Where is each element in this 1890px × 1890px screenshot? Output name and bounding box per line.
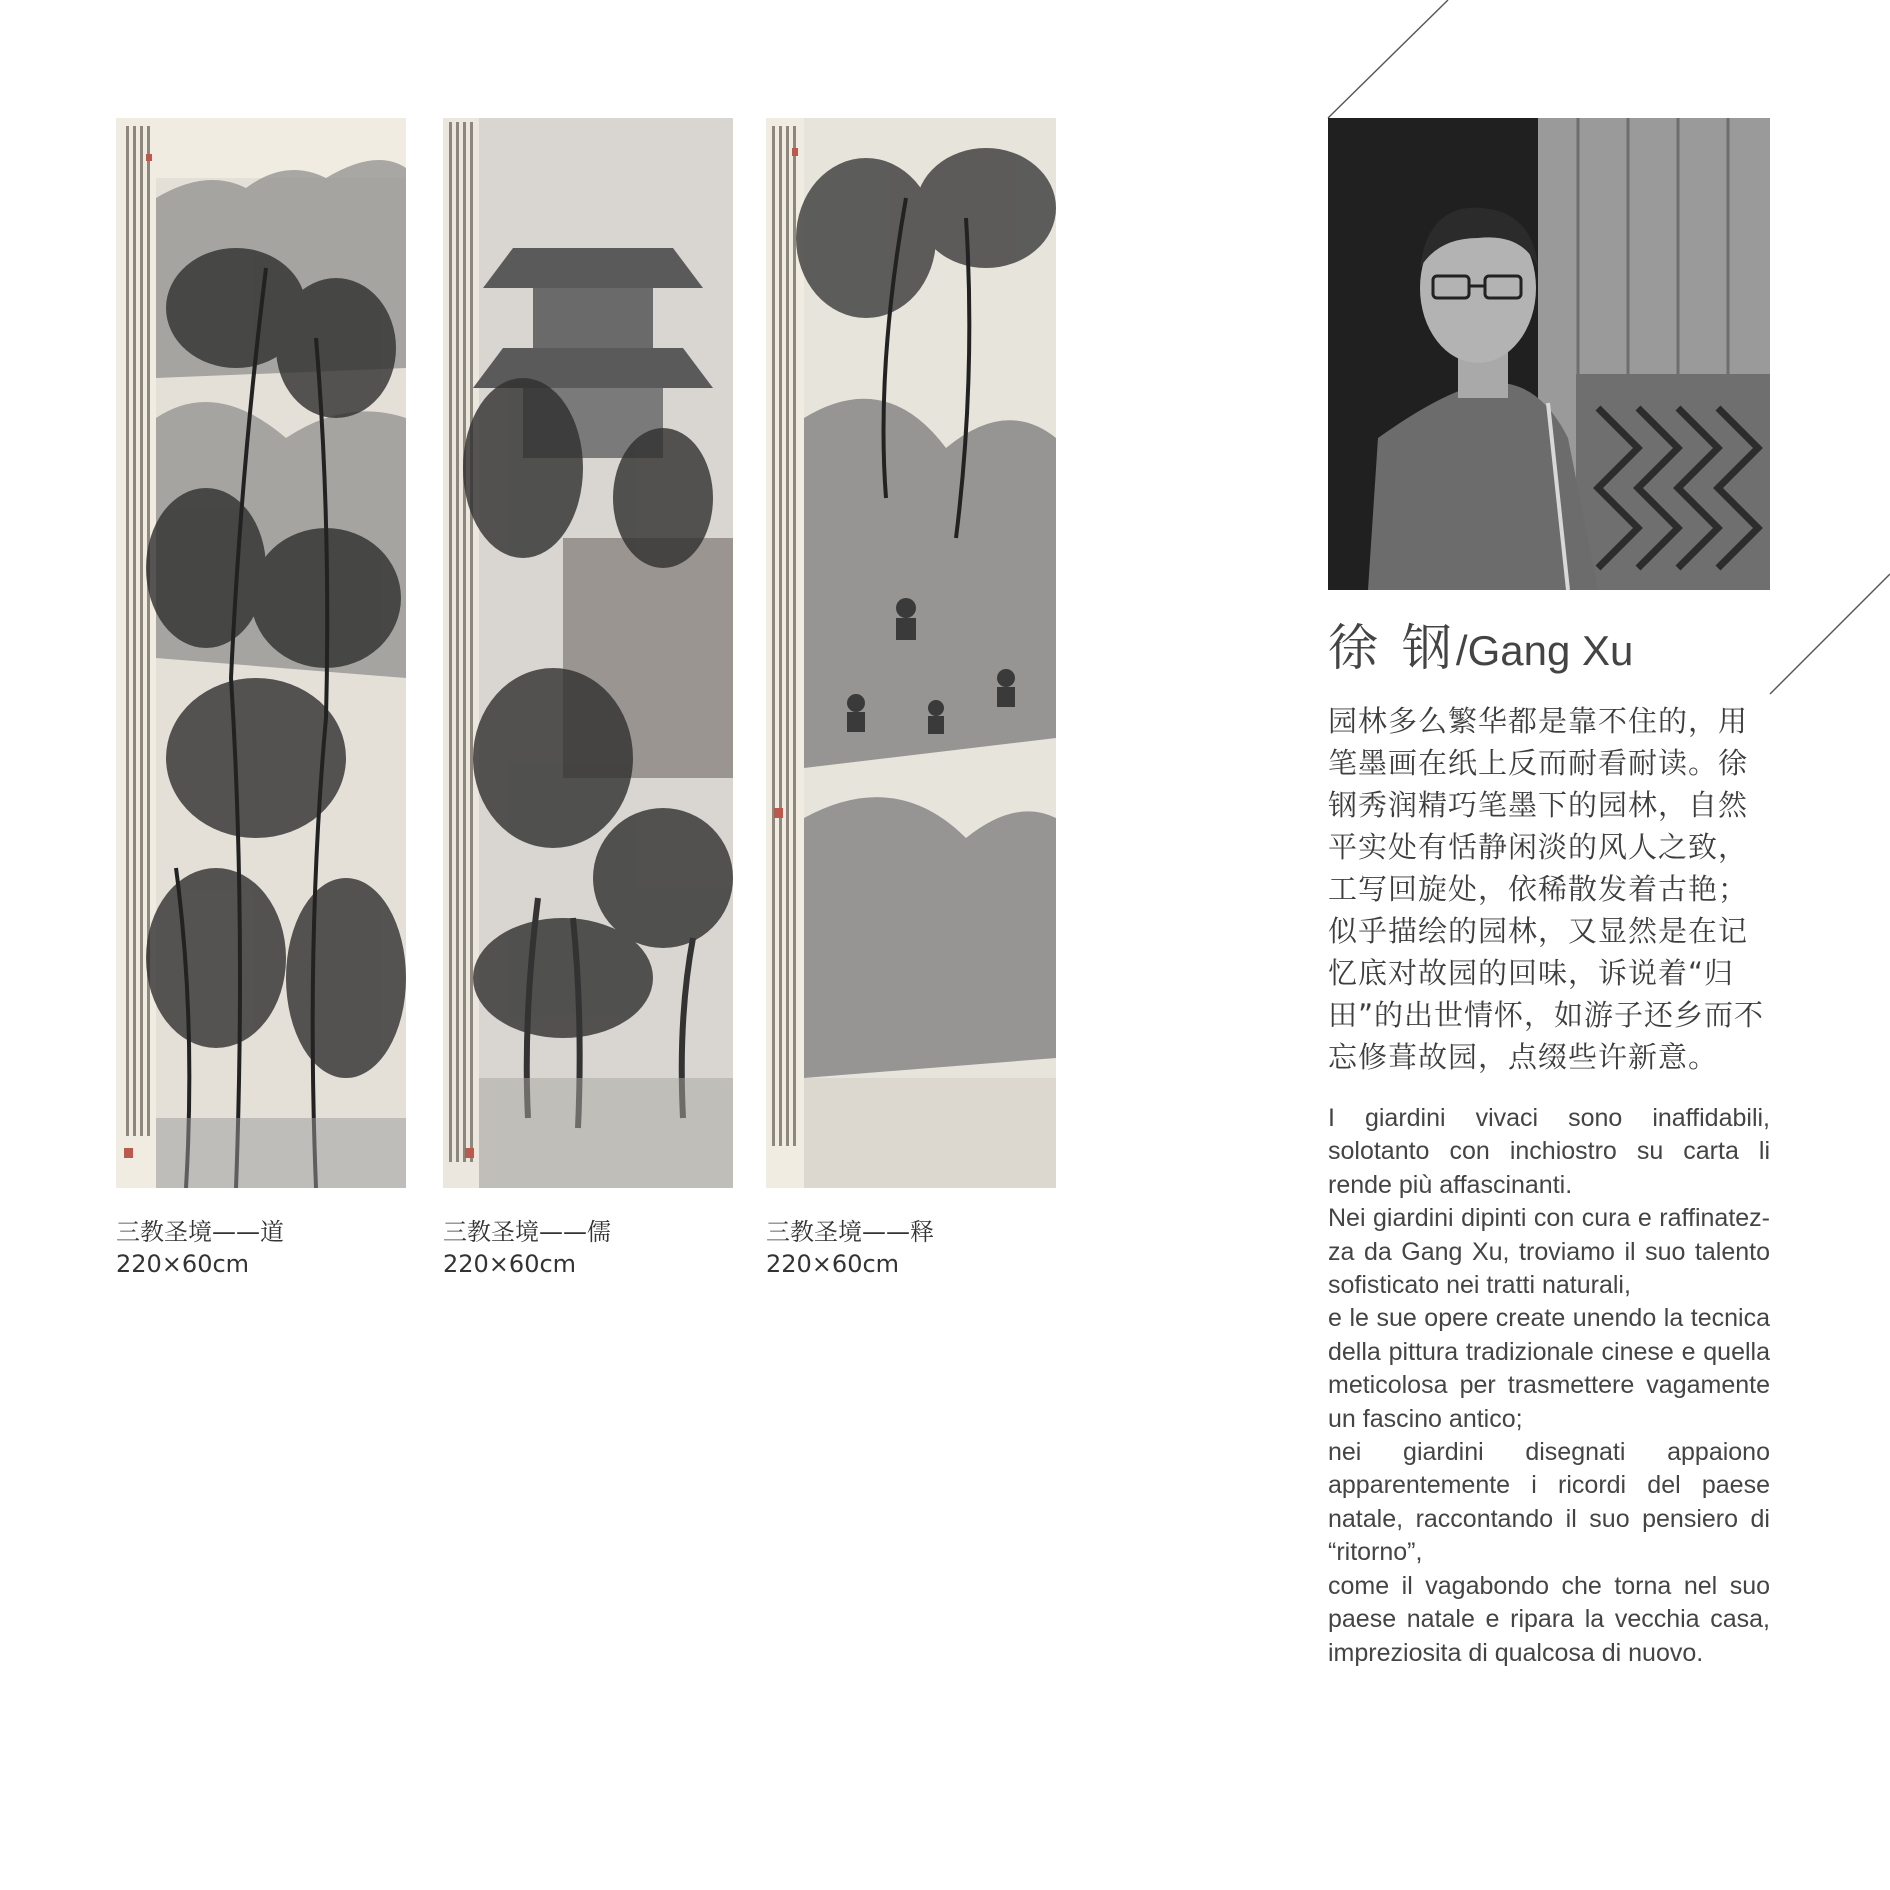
artwork-caption-3	[766, 1216, 934, 1280]
bio-line: e le sue opere create unendo la tecnica	[1328, 1304, 1770, 1333]
artwork-size: 220×60cm	[766, 1250, 900, 1278]
name-separator: /	[1455, 627, 1468, 674]
bio-line: rende più affascinanti.	[1328, 1170, 1573, 1199]
bio-line: I giardini vivaci sono inaffidabili,	[1328, 1104, 1770, 1132]
artwork-image-2	[443, 118, 733, 1188]
artwork-image-3	[766, 118, 1056, 1188]
bio-line: meticolosa per trasmettere vagamente	[1328, 1371, 1770, 1400]
bio-line: impreziosita di qualcosa di nuovo.	[1328, 1638, 1704, 1667]
artist-bio-chinese: 园林多么繁华都是靠不住的，用笔墨画在纸上反而耐看耐读。徐钢秀润精巧笔墨下的园林，自然平实处有恬静闲淡的风人之致，工写回旋处，依稀散发着古艳；似乎描绘的园林，又显然是在记忆底对故园的回味，诉说着“归田”的出世情怀，如游子还乡而不忘修葺故园，点缀些许新意。	[1328, 704, 1765, 1074]
bio-line: sofisticato nei tratti naturali,	[1328, 1271, 1631, 1300]
bio-line: un fascino antico;	[1328, 1404, 1523, 1433]
artwork-caption-2	[443, 1216, 611, 1280]
bio-line: solotanto con inchiostro su carta li	[1328, 1137, 1770, 1166]
artist-name-cn: 徐 钢	[1328, 619, 1456, 677]
artist-name	[1328, 618, 1633, 690]
bio-line: nei giardini disegnati appaiono	[1328, 1438, 1770, 1467]
artist-portrait	[1328, 118, 1770, 590]
bio-line: natale, raccontando il suo pensiero di	[1328, 1504, 1770, 1533]
bio-line: della pittura tradizionale cinese e quella	[1328, 1337, 1770, 1366]
artwork-title: 三教圣境——释	[766, 1218, 934, 1246]
bio-line: “ritorno”,	[1328, 1538, 1423, 1567]
bio-line: Nei giardini dipinti con cura e raffinatez-	[1328, 1204, 1770, 1233]
artist-name-en: Gang Xu	[1467, 627, 1634, 674]
artwork-size: 220×60cm	[443, 1250, 577, 1278]
artwork-title: 三教圣境——道	[116, 1218, 284, 1246]
artwork-title: 三教圣境——儒	[443, 1218, 611, 1246]
artwork-caption-1	[116, 1216, 284, 1280]
artwork-size: 220×60cm	[116, 1250, 250, 1278]
bio-line: apparentemente i ricordi del paese	[1328, 1471, 1770, 1500]
bio-line: paese natale e ripara la vecchia casa,	[1328, 1605, 1770, 1634]
artist-bio-italian	[1328, 1102, 1770, 1670]
bio-line: come il vagabondo che torna nel suo	[1328, 1571, 1770, 1600]
artwork-image-1	[116, 118, 406, 1188]
bio-line: za da Gang Xu, troviamo il suo talento	[1328, 1237, 1770, 1266]
